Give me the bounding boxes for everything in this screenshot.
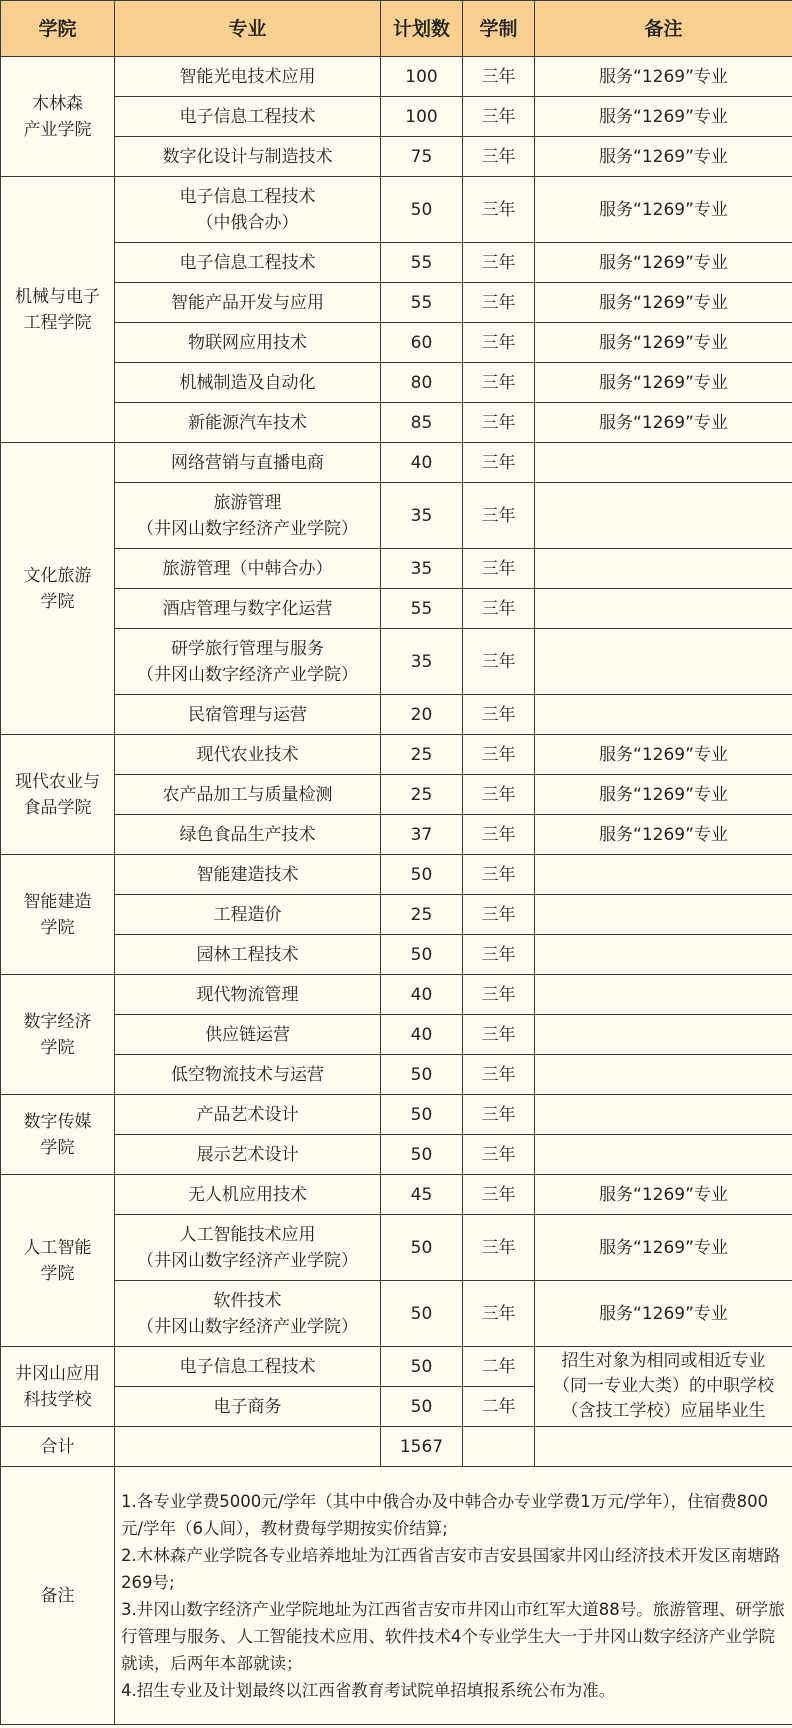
table-row: [1, 403, 792, 443]
table-row: [1, 589, 792, 629]
major-cell: 智能产品开发与应用: [115, 283, 381, 323]
major-cell: 电子信息工程技术: [115, 1347, 381, 1387]
total-empty-cell: [463, 1427, 535, 1467]
plan-cell: 75: [381, 137, 463, 177]
total-row: [1, 1427, 792, 1467]
remark-cell: 服务“1269”专业: [535, 243, 792, 283]
plan-cell: 50: [381, 1347, 463, 1387]
college-cell: 木林森 产业学院: [1, 57, 115, 177]
remark-cell: [535, 855, 792, 895]
remark-cell: 服务“1269”专业: [535, 363, 792, 403]
plan-cell: 60: [381, 323, 463, 363]
plan-cell: 25: [381, 735, 463, 775]
table-row: [1, 283, 792, 323]
major-cell: 旅游管理 （井冈山数字经济产业学院）: [115, 483, 381, 549]
college-cell: 井冈山应用 科技学校: [1, 1347, 115, 1427]
major-cell: 新能源汽车技术: [115, 403, 381, 443]
plan-cell: 25: [381, 895, 463, 935]
total-empty-cell: [115, 1427, 381, 1467]
plan-cell: 50: [381, 1055, 463, 1095]
remark-cell: [535, 1015, 792, 1055]
table-row: [1, 935, 792, 975]
years-cell: 三年: [463, 589, 535, 629]
remark-cell: 服务“1269”专业: [535, 1281, 792, 1347]
major-cell: 农产品加工与质量检测: [115, 775, 381, 815]
years-cell: 三年: [463, 895, 535, 935]
remark-cell: 服务“1269”专业: [535, 283, 792, 323]
years-cell: 三年: [463, 629, 535, 695]
major-cell: 酒店管理与数字化运营: [115, 589, 381, 629]
header-plan: 计划数: [381, 1, 463, 57]
table-row: [1, 1055, 792, 1095]
major-cell: 无人机应用技术: [115, 1175, 381, 1215]
total-label: 合计: [1, 1427, 115, 1467]
college-cell: 智能建造 学院: [1, 855, 115, 975]
major-cell: 人工智能技术应用 （井冈山数字经济产业学院）: [115, 1215, 381, 1281]
major-cell: 电子信息工程技术: [115, 97, 381, 137]
table-row: [1, 1095, 792, 1135]
table-row: [1, 177, 792, 243]
remark-cell: 服务“1269”专业: [535, 177, 792, 243]
years-cell: 三年: [463, 935, 535, 975]
plan-cell: 50: [381, 1281, 463, 1347]
header-major: 专业: [115, 1, 381, 57]
years-cell: 三年: [463, 695, 535, 735]
table-row: [1, 735, 792, 775]
total-plan: 1567: [381, 1427, 463, 1467]
plan-cell: 25: [381, 775, 463, 815]
college-cell: 机械与电子 工程学院: [1, 177, 115, 443]
table-row: [1, 855, 792, 895]
remark-cell: 服务“1269”专业: [535, 137, 792, 177]
major-cell: 现代农业技术: [115, 735, 381, 775]
college-cell: 数字传媒 学院: [1, 1095, 115, 1175]
years-cell: 三年: [463, 1281, 535, 1347]
major-cell: 绿色食品生产技术: [115, 815, 381, 855]
years-cell: 三年: [463, 177, 535, 243]
table-row: [1, 775, 792, 815]
header-row: [1, 1, 792, 57]
table-row: [1, 815, 792, 855]
years-cell: 三年: [463, 1135, 535, 1175]
plan-cell: 40: [381, 443, 463, 483]
years-cell: 三年: [463, 975, 535, 1015]
years-cell: 二年: [463, 1347, 535, 1387]
years-cell: 三年: [463, 283, 535, 323]
plan-cell: 50: [381, 1135, 463, 1175]
remark-cell: 服务“1269”专业: [535, 815, 792, 855]
plan-cell: 45: [381, 1175, 463, 1215]
plan-cell: 50: [381, 935, 463, 975]
plan-cell: 50: [381, 1387, 463, 1427]
remark-cell: 服务“1269”专业: [535, 1175, 792, 1215]
plan-cell: 55: [381, 243, 463, 283]
table-row: [1, 363, 792, 403]
table-row: [1, 549, 792, 589]
plan-cell: 35: [381, 483, 463, 549]
header-college: 学院: [1, 1, 115, 57]
years-cell: 三年: [463, 137, 535, 177]
table-row: [1, 629, 792, 695]
major-cell: 数字化设计与制造技术: [115, 137, 381, 177]
major-cell: 物联网应用技术: [115, 323, 381, 363]
years-cell: 三年: [463, 1055, 535, 1095]
college-cell: 现代农业与 食品学院: [1, 735, 115, 855]
remark-cell: [535, 483, 792, 549]
table-row: [1, 323, 792, 363]
plan-cell: 80: [381, 363, 463, 403]
college-cell: 人工智能 学院: [1, 1175, 115, 1347]
note-line: 2.木林森产业学院各专业培养地址为江西省吉安市吉安县国家井冈山经济技术开发区南塘路269号;: [121, 1545, 781, 1592]
remark-cell: 服务“1269”专业: [535, 403, 792, 443]
remark-cell: 服务“1269”专业: [535, 1215, 792, 1281]
note-line: 3.井冈山数字经济产业学院地址为江西省吉安市井冈山市红军大道88号。旅游管理、研学旅行管理与服务、人工智能技术应用、软件技术4个专业学生大一于井冈山数字经济产业学院就读，后两年本部就读；: [121, 1599, 785, 1673]
major-cell: 网络营销与直播电商: [115, 443, 381, 483]
remark-cell: [535, 695, 792, 735]
years-cell: 三年: [463, 855, 535, 895]
major-cell: 电子信息工程技术: [115, 243, 381, 283]
remark-cell: [535, 895, 792, 935]
total-empty-cell: [535, 1427, 792, 1467]
plan-cell: 40: [381, 1015, 463, 1055]
major-cell: 研学旅行管理与服务 （井冈山数字经济产业学院）: [115, 629, 381, 695]
major-cell: 智能建造技术: [115, 855, 381, 895]
major-cell: 展示艺术设计: [115, 1135, 381, 1175]
header-years: 学制: [463, 1, 535, 57]
major-cell: 机械制造及自动化: [115, 363, 381, 403]
remark-cell: 服务“1269”专业: [535, 97, 792, 137]
remark-cell: [535, 629, 792, 695]
table-row: [1, 1175, 792, 1215]
remark-cell: [535, 935, 792, 975]
major-cell: 产品艺术设计: [115, 1095, 381, 1135]
table-row: [1, 1015, 792, 1055]
major-cell: 电子信息工程技术 （中俄合办）: [115, 177, 381, 243]
remark-cell: [535, 975, 792, 1015]
years-cell: 三年: [463, 363, 535, 403]
remark-cell: 服务“1269”专业: [535, 323, 792, 363]
major-cell: 电子商务: [115, 1387, 381, 1427]
college-cell: 文化旅游 学院: [1, 443, 115, 735]
remark-cell: [535, 1135, 792, 1175]
years-cell: 三年: [463, 815, 535, 855]
remark-cell: 服务“1269”专业: [535, 57, 792, 97]
header-remark: 备注: [535, 1, 792, 57]
table-body: [1, 57, 792, 1725]
remark-cell: [535, 1055, 792, 1095]
major-cell: 供应链运营: [115, 1015, 381, 1055]
years-cell: 三年: [463, 1175, 535, 1215]
notes-content: [115, 1467, 792, 1725]
notes-label: 备注: [1, 1467, 115, 1725]
remark-cell: 招生对象为相同或相近专业 （同一专业大类）的中职学校 （含技工学校）应届毕业生: [535, 1347, 792, 1427]
table-row: [1, 975, 792, 1015]
table-row: [1, 895, 792, 935]
plan-cell: 50: [381, 1215, 463, 1281]
plan-cell: 85: [381, 403, 463, 443]
college-cell: 数字经济 学院: [1, 975, 115, 1095]
plan-cell: 50: [381, 1095, 463, 1135]
plan-cell: 37: [381, 815, 463, 855]
years-cell: 三年: [463, 483, 535, 549]
table-row: [1, 57, 792, 97]
table-row: [1, 1135, 792, 1175]
table-row: [1, 1347, 792, 1387]
plan-cell: 50: [381, 177, 463, 243]
major-cell: 低空物流技术与运营: [115, 1055, 381, 1095]
years-cell: 三年: [463, 735, 535, 775]
plan-cell: 35: [381, 629, 463, 695]
plan-cell: 100: [381, 97, 463, 137]
table-row: [1, 1215, 792, 1281]
years-cell: 三年: [463, 323, 535, 363]
remark-cell: [535, 589, 792, 629]
years-cell: 三年: [463, 443, 535, 483]
years-cell: 二年: [463, 1387, 535, 1427]
note-line: 1.各专业学费5000元/学年（其中中俄合办及中韩合办专业学费1万元/学年），住宿费800元/学年（6人间），教材费每学期按实价结算;: [121, 1491, 769, 1538]
major-cell: 工程造价: [115, 895, 381, 935]
note-line: 4.招生专业及计划最终以江西省教育考试院单招填报系统公布为准。: [121, 1680, 616, 1700]
table-row: [1, 443, 792, 483]
remark-cell: 服务“1269”专业: [535, 735, 792, 775]
years-cell: 三年: [463, 775, 535, 815]
remark-cell: [535, 443, 792, 483]
table-row: [1, 695, 792, 735]
major-cell: 现代物流管理: [115, 975, 381, 1015]
major-cell: 园林工程技术: [115, 935, 381, 975]
major-cell: 旅游管理（中韩合办）: [115, 549, 381, 589]
notes-row: [1, 1467, 792, 1725]
major-cell: 民宿管理与运营: [115, 695, 381, 735]
plan-cell: 20: [381, 695, 463, 735]
plan-cell: 40: [381, 975, 463, 1015]
years-cell: 三年: [463, 243, 535, 283]
years-cell: 三年: [463, 1095, 535, 1135]
plan-cell: 35: [381, 549, 463, 589]
years-cell: 三年: [463, 549, 535, 589]
years-cell: 三年: [463, 403, 535, 443]
plan-cell: 100: [381, 57, 463, 97]
years-cell: 三年: [463, 1215, 535, 1281]
table-row: [1, 243, 792, 283]
years-cell: 三年: [463, 97, 535, 137]
major-cell: 软件技术 （井冈山数字经济产业学院）: [115, 1281, 381, 1347]
plan-cell: 55: [381, 589, 463, 629]
plan-cell: 50: [381, 855, 463, 895]
table-row: [1, 97, 792, 137]
table-row: [1, 1281, 792, 1347]
remark-cell: [535, 549, 792, 589]
remark-cell: 服务“1269”专业: [535, 775, 792, 815]
years-cell: 三年: [463, 57, 535, 97]
table-row: [1, 483, 792, 549]
remark-cell: [535, 1095, 792, 1135]
major-cell: 智能光电技术应用: [115, 57, 381, 97]
plan-cell: 55: [381, 283, 463, 323]
table-row: [1, 137, 792, 177]
years-cell: 三年: [463, 1015, 535, 1055]
